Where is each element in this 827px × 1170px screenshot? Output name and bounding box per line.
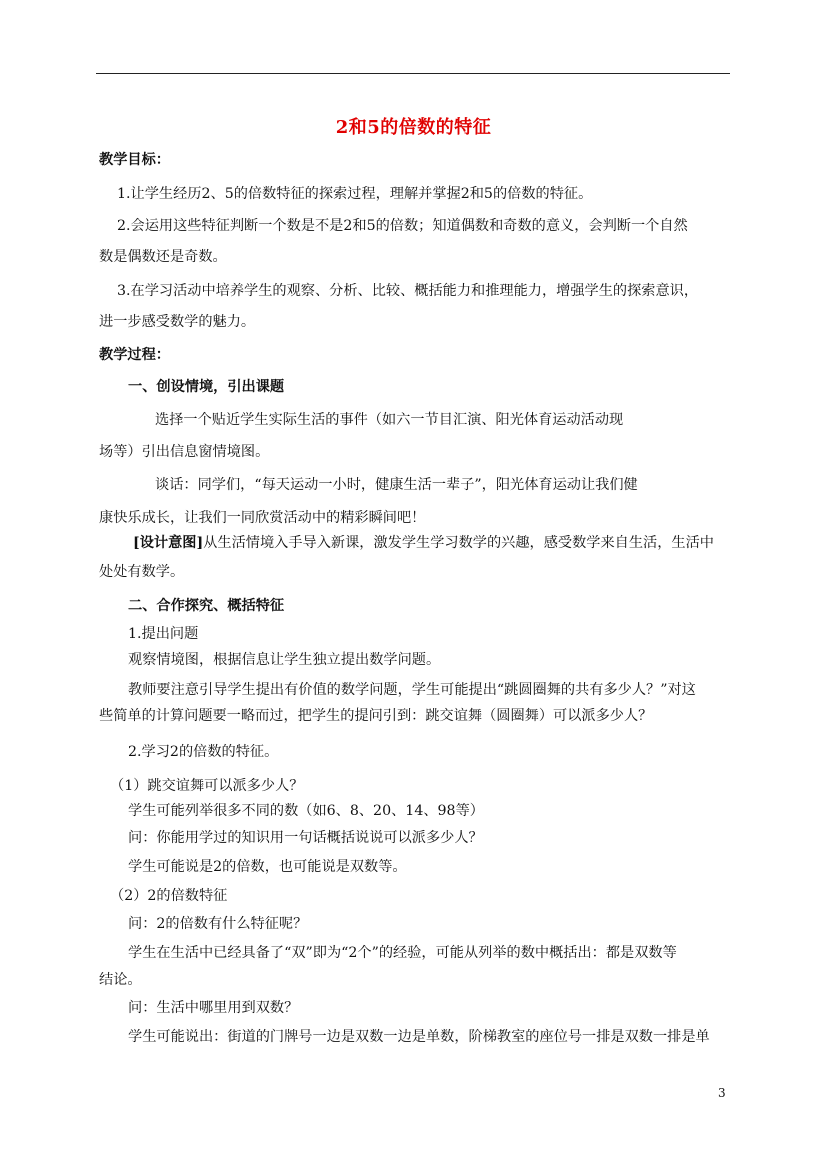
section2-line: 学生可能说是2的倍数，也可能说是双数等。 (128, 859, 407, 875)
goal-line: 进一步感受数学的魅力。 (99, 314, 256, 330)
section1-line: 康快乐成长，让我们一同欣赏活动中的精彩瞬间吧！ (99, 510, 426, 526)
page-title: 2和5的倍数的特征 (335, 117, 492, 138)
section2-line: 1.提出问题 (128, 626, 199, 642)
section2-line: 问：2的倍数有什么特征呢？ (128, 916, 308, 932)
section2-line: 观察情境图，根据信息让学生独立提出数学问题。 (128, 652, 441, 668)
goal-line: 数是偶数还是奇数。 (99, 249, 227, 265)
header-rule (96, 73, 730, 74)
section2-line: 问：生活中哪里用到双数？ (128, 1000, 299, 1016)
section2-line: 教师要注意引导学生提出有价值的数学问题，学生可能提出“跳圆圈舞的共有多少人？”对这 (128, 682, 696, 698)
design-intent-line (133, 533, 714, 553)
section2-line: 学生可能说出：街道的门牌号一边是双数一边是单数，阶梯教室的座位号一排是双数一排是单 (128, 1029, 710, 1045)
section2-line: 些简单的计算问题要一略而过，把学生的提问引到：跳交谊舞（圆圈舞）可以派多少人？ (99, 708, 653, 724)
section1-line: 谈话：同学们，“每天运动一小时，健康生活一辈子”，阳光体育运动让我们健 (155, 477, 638, 493)
section2-line: 2.学习2的倍数的特征。 (128, 744, 279, 760)
section2-line: 结论。 (99, 972, 142, 988)
goals-heading: 教学目标： (99, 152, 170, 168)
design-intent-label: [设计意图] (133, 535, 204, 551)
section1-line: 选择一个贴近学生实际生活的事件（如六一节目汇演、阳光体育运动活动现 (155, 412, 624, 428)
section2-line: （2）2的倍数特征 (110, 888, 228, 904)
page-number: 3 (718, 1086, 726, 1100)
design-intent-text: 从生活情境入手导入新课，激发学生学习数学的兴趣，感受数学来自生活，生活中 (203, 535, 714, 551)
goal-line: 1.让学生经历2、5的倍数特征的探索过程，理解并掌握2和5的倍数的特征。 (117, 186, 593, 202)
goal-line: 2.会运用这些特征判断一个数是不是2和5的倍数；知道偶数和奇数的意义，会判断一个自然 (117, 218, 688, 234)
section2-line: 学生可能列举很多不同的数（如6、8、20、14、98等） (128, 803, 484, 819)
section2-line: 学生在生活中已经具备了“双”即为“2个”的经验，可能从列举的数中概括出：都是双数等 (128, 945, 677, 961)
section2-line: （1）跳交谊舞可以派多少人？ (110, 778, 304, 794)
section2-heading: 二、合作探究、概括特征 (128, 598, 285, 614)
section1-heading: 一、创设情境，引出课题 (128, 379, 285, 395)
process-heading: 教学过程： (99, 347, 170, 363)
section1-line: 场等）引出信息窗情境图。 (99, 444, 270, 460)
section2-line: 问：你能用学过的知识用一句话概括说说可以派多少人？ (128, 830, 483, 846)
design-intent-cont: 处处有数学。 (99, 564, 185, 580)
goal-line: 3.在学习活动中培养学生的观察、分析、比较、概括能力和推理能力，增强学生的探索意识， (117, 283, 699, 299)
